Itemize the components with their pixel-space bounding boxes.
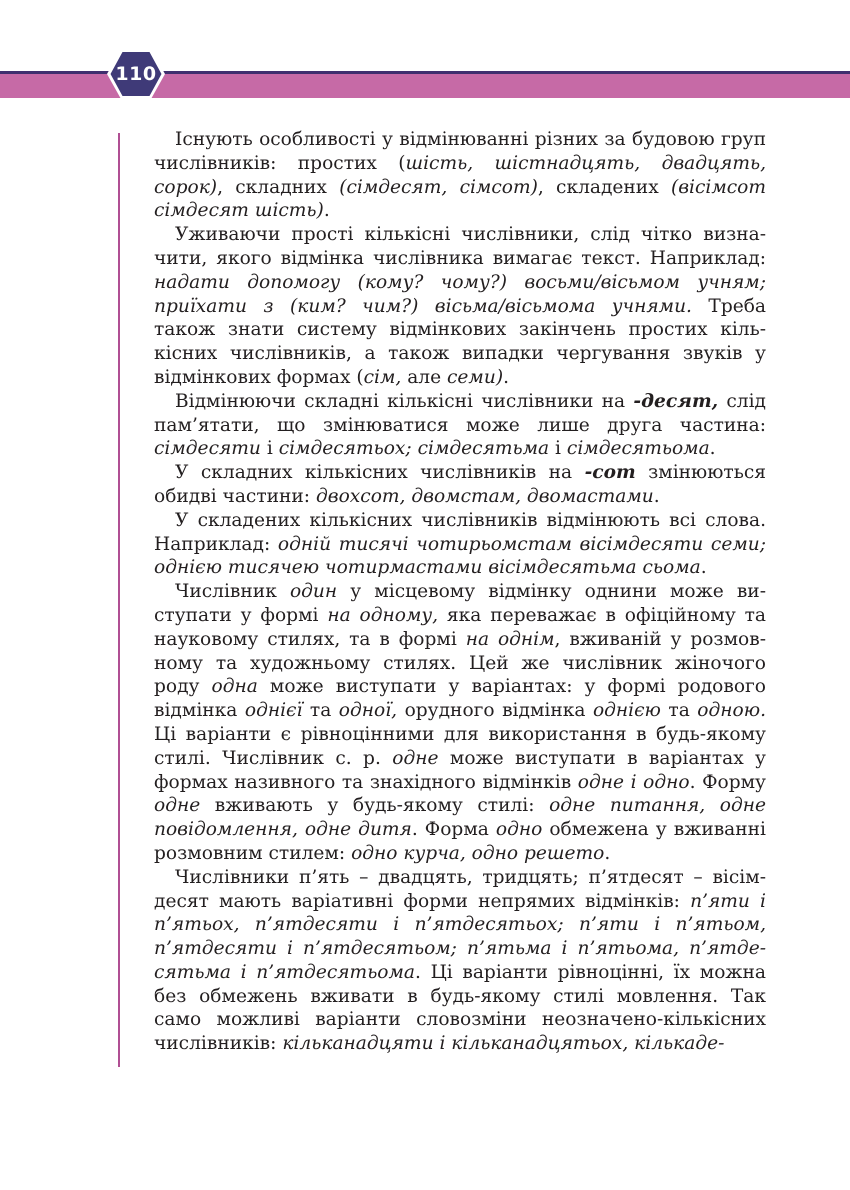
italic-example: одній тисячі чотирьомстам вісімдесяти семи; однією тисячею чотирмастами вісімдесятьма сьома bbox=[154, 533, 766, 579]
bold-term: -десят, bbox=[633, 390, 719, 412]
italic-example: одне bbox=[154, 795, 201, 817]
page-number-badge bbox=[106, 48, 166, 100]
text-run: у місцевому відмінку однини може виступати у формі bbox=[154, 581, 766, 626]
text-run: . bbox=[700, 557, 707, 579]
paragraph bbox=[154, 128, 766, 223]
text-run: Треба також знати систему відмінкових закінчень простих кількісних числівників, а також випадки чергування звуків у відмінкових формах ( bbox=[154, 295, 767, 388]
text-run: Уживаючи прості кількісні числівники, слід чітко визначити, якого відмінка числівника вимагає текст. Наприклад: bbox=[154, 224, 766, 269]
text-run: але bbox=[401, 366, 448, 388]
bold-term: -сот bbox=[584, 462, 636, 484]
text-run: може виступати в варіантах у формах називного та знахідного відмінків bbox=[154, 747, 767, 793]
page-number: 110 bbox=[115, 63, 157, 85]
italic-example: семи) bbox=[447, 366, 504, 388]
paragraph bbox=[154, 580, 766, 866]
italic-example: сім, bbox=[363, 366, 402, 388]
text-run: , складних bbox=[217, 176, 340, 198]
paragraph bbox=[154, 866, 766, 1056]
text-run: орудного відмінка bbox=[397, 700, 593, 722]
italic-example: сімдесятьома bbox=[566, 438, 710, 460]
text-run: . bbox=[503, 366, 510, 388]
text-run: змінюються обидві частини: bbox=[154, 462, 766, 507]
italic-example: сімдесяти bbox=[154, 438, 261, 460]
italic-example: одне і одно bbox=[577, 771, 690, 793]
text-run: Існують особливості у відмінюванні різних за будовою груп числівників: простих ( bbox=[154, 129, 766, 174]
paragraph bbox=[154, 509, 766, 580]
italic-example: п’яти і п’ятьох, п’ятдесяти і п’ятдесятьох; п’яти і п’ятьом, п’ятдесяти і п’ятдесятьом; п’ятьма і п’ятьома, п’ятдесятьма і п’ятдесятьома bbox=[154, 890, 767, 983]
italic-example: одно bbox=[495, 819, 543, 841]
text-run: обмежена у вживанні розмовним стилем: bbox=[154, 819, 766, 864]
italic-example: двохсот, двомстам, двомастами bbox=[316, 485, 654, 507]
italic-example: одне питання, одне повідомлення, одне дитя bbox=[154, 795, 766, 841]
text-run: . bbox=[604, 842, 611, 864]
text-run: У складених кількісних числівників відмінюють всі слова. Наприклад: bbox=[154, 509, 766, 555]
italic-example: на однім bbox=[465, 628, 555, 650]
text-run: яка переважає в офіційному та науковому стилях, та в формі bbox=[154, 604, 767, 650]
text-run: Відмінюючи складні кількісні числівники на bbox=[175, 390, 634, 412]
italic-example: одно курча, одно решето bbox=[351, 842, 605, 864]
text-run: слід пам’ятати, що змінюватися може лише друга частина: bbox=[154, 390, 767, 436]
italic-example: один bbox=[289, 581, 338, 603]
text-run: вживають у будь-якому стилі: bbox=[200, 795, 550, 817]
italic-example: (вісімсот сімдесят шість) bbox=[154, 176, 767, 222]
text-run: Числівники п’ять – двадцять, тридцять; п’ятдесят – вісімдесят мають варіативні форми непрямих відмінків: bbox=[154, 866, 766, 912]
text-run: , складених bbox=[537, 176, 671, 198]
text-run: Ці варіанти є рівноцінними для використання в будь-якому стилі. Числівник с. р. bbox=[154, 723, 766, 769]
italic-example: кільканадцяти і кільканадцятьох, кількаде- bbox=[282, 1033, 725, 1055]
body-text bbox=[154, 128, 766, 1056]
italic-example: одної, bbox=[338, 700, 398, 722]
text-run: . Форму bbox=[689, 771, 767, 793]
italic-example: шість, шістнадцять, двадцять, сорок) bbox=[154, 152, 766, 198]
italic-example: одна bbox=[211, 676, 258, 698]
text-run: та bbox=[660, 700, 698, 722]
text-run: У складних кількісних числівників на bbox=[175, 462, 585, 484]
paragraph bbox=[154, 461, 766, 509]
italic-example: (сімдесят, сімсот) bbox=[339, 176, 538, 198]
text-run: . Форма bbox=[411, 819, 496, 841]
margin-rule bbox=[118, 133, 120, 1067]
text-run: і bbox=[549, 438, 567, 460]
text-run: . Ці варіанти рівноцінні, їх можна без обмежень вживати в будь-якому стилі мовлення. Так само можливі варіанти словозміни неозначено-кількісних числівників: bbox=[154, 961, 766, 1055]
text-run: може виступати у варіантах: у формі родового відмінка bbox=[154, 676, 766, 722]
italic-example: одною. bbox=[697, 700, 766, 722]
paragraph bbox=[154, 223, 766, 390]
italic-example: на одному, bbox=[327, 604, 439, 626]
text-run: . bbox=[709, 438, 716, 460]
text-run: та bbox=[302, 700, 339, 722]
text-run: і bbox=[260, 438, 279, 460]
text-run: Числівник bbox=[175, 581, 290, 603]
italic-example: надати допомогу (кому? чому?) восьми/вісьмом учням; приїхати з (ким? чим?) вісьма/вісьмома учнями. bbox=[154, 271, 766, 317]
text-run: , вживаній у розмовному та художньому стилях. Цей же числівник жіночого роду bbox=[154, 628, 766, 698]
paragraph bbox=[154, 390, 766, 461]
text-run: . bbox=[323, 200, 330, 222]
italic-example: однією bbox=[592, 700, 661, 722]
italic-example: сімдесятьох; сімдесятьма bbox=[278, 438, 550, 460]
italic-example: однієї bbox=[244, 700, 303, 722]
italic-example: одне bbox=[392, 747, 439, 769]
text-run: . bbox=[653, 485, 660, 507]
